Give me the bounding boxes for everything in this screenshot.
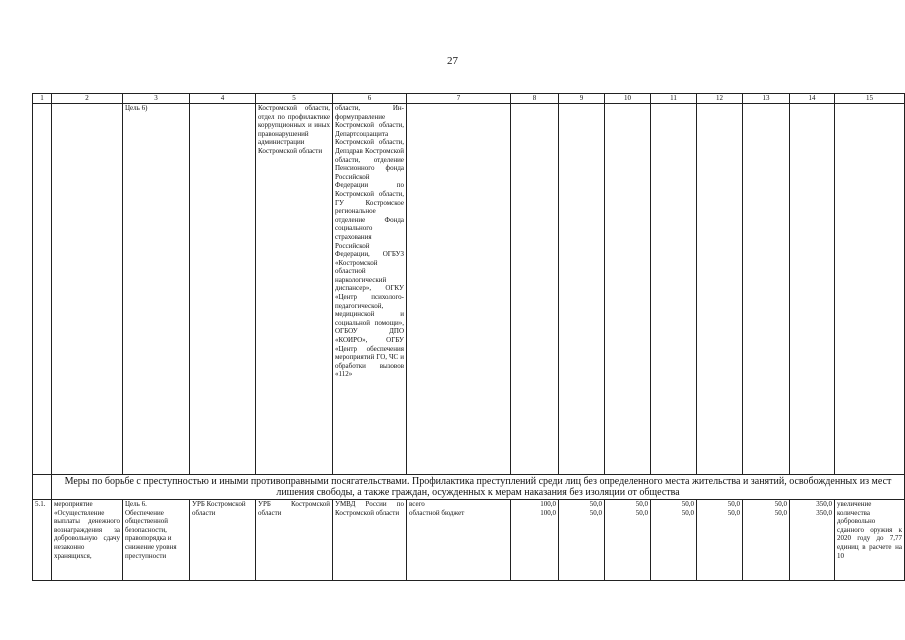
amount-cell: [605, 500, 651, 581]
table-cell: [407, 104, 511, 475]
amount-value: 350,0: [816, 508, 832, 517]
header-row: [33, 94, 905, 104]
responsible-cell: УРБ Костромской области: [190, 500, 256, 581]
table-cell: [790, 104, 835, 475]
amount-cell: [697, 500, 743, 581]
amount-value: 50,0: [635, 500, 648, 508]
table-cell: [697, 104, 743, 475]
amount-cell: [790, 500, 835, 581]
amount-value: 50,0: [635, 508, 648, 517]
col-header: 3: [123, 94, 190, 104]
amount-value: 50,0: [727, 500, 740, 508]
funding-source: всего: [409, 500, 425, 508]
table-row: [33, 104, 905, 475]
amount-value: 50,0: [774, 500, 787, 508]
table-row: [33, 500, 905, 581]
table-cell: [190, 104, 256, 475]
funding-source: областной бюджет: [409, 508, 465, 517]
col-header: 4: [190, 94, 256, 104]
col-header: 11: [651, 94, 697, 104]
amount-cell: [559, 500, 605, 581]
table-cell: [33, 104, 52, 475]
table-cell: [605, 104, 651, 475]
col-header: 10: [605, 94, 651, 104]
table-cell: [743, 104, 790, 475]
amount-value: 50,0: [589, 508, 602, 517]
amount-value: 100,0: [540, 508, 556, 517]
col-header: 13: [743, 94, 790, 104]
program-table: [32, 93, 905, 581]
table-cell: [33, 475, 52, 500]
amount-value: 50,0: [589, 500, 602, 508]
section-title: Меры по борьбе с преступностью и иными противоправными посягательствами. Профилактика преступлений среди лиц без определенного места жительства и занятий, освобожденных из мест лишения свободы, а также граждан, осужденных к мерам наказания без изоляции от общества: [52, 475, 905, 500]
col-header: 14: [790, 94, 835, 104]
table-cell: [559, 104, 605, 475]
section-row: [33, 475, 905, 500]
table-cell: Костромской области, отдел по профилактике коррупционных и иных правонарушений администрации Костромской области: [256, 104, 333, 475]
amount-cell: [511, 500, 559, 581]
funding-source-cell: [407, 500, 511, 581]
amount-value: 50,0: [774, 508, 787, 517]
col-header: 15: [835, 94, 905, 104]
amount-value: 350,0: [816, 500, 832, 508]
table-cell: [511, 104, 559, 475]
goal-cell: Цель 6. Обеспечение общественной безопасности, правопорядка и снижение уровня преступности: [123, 500, 190, 581]
amount-value: 100,0: [540, 500, 556, 508]
table-cell: [651, 104, 697, 475]
col-header: 6: [333, 94, 407, 104]
table-cell: Цель 6): [123, 104, 190, 475]
amount-cell: [743, 500, 790, 581]
expected-result-cell: увеличение количества добровольно сданного оружия к 2020 году до 7,77 единиц в расчете на 10: [835, 500, 905, 581]
page-number: 27: [447, 55, 458, 67]
amount-cell: [651, 500, 697, 581]
col-header: 7: [407, 94, 511, 104]
col-header: 12: [697, 94, 743, 104]
col-header: 1: [33, 94, 52, 104]
table-cell: [835, 104, 905, 475]
item-number: 5.1.: [33, 500, 52, 581]
table-cell: области, Ин-формуправление Костромской области, Департсоцзащита Костромской области, Депздрав Костромской области, отделение Пенсионного фонда Российской Федерации по Костромской области, ГУ Костромское региональное отделение Фонда социального страхования Российской Федерации, ОГБУЗ «Костромской областной наркологический диспансер», ОГКУ «Центр психолого-педагогической, медицинской и социальной помощи», ОГБОУ ДПО «КОИРО», ОГБУ «Центр обеспечения мероприятий ГО, ЧС и обработки вызовов «112»: [333, 104, 407, 475]
measure-name: мероприятие «Осуществление выплаты денежного вознаграждения за добровольную сдачу незаконно хранящихся,: [52, 500, 123, 581]
participant-cell: УМВД России по Костромской области: [333, 500, 407, 581]
col-header: 8: [511, 94, 559, 104]
table-cell: [52, 104, 123, 475]
col-header: 5: [256, 94, 333, 104]
amount-value: 50,0: [727, 508, 740, 517]
amount-value: 50,0: [681, 508, 694, 517]
col-header: 2: [52, 94, 123, 104]
executor-cell: УРБ Костромской области: [256, 500, 333, 581]
col-header: 9: [559, 94, 605, 104]
amount-value: 50,0: [681, 500, 694, 508]
